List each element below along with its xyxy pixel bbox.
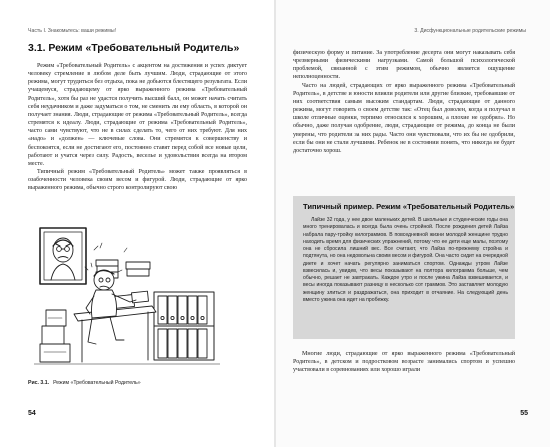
right-body-text: [293, 49, 515, 155]
left-paragraph-2: Типичный режим «Требовательный Родитель» может также проявляться в озабоченности человека своим весом и фигурой. Люди, страдающие от ярко выраженного режима, обычно строго контролируют свою: [28, 169, 247, 192]
caption-label: Рис. 3.1.: [28, 380, 50, 386]
caption-text: Режим «Требовательный Родитель»: [53, 380, 141, 386]
figure-caption: [28, 380, 141, 386]
right-paragraph-2: Часто на людей, страдающих от ярко выраженного режима «Требовательный Родитель», в детстве и юности влияли родители или другие близкие, требовавшие от них соответствия самым высоким стандартам. Люди, страдающие от данного режима, могут говорить о своем детстве так: «Отец был доволен, когда я получал в школе отличные оценки, терпимо относился к хорошим, а плохие не одобрял». Но обычно, даже получая одобрение, люди, страдающие от режима, до конца не были уверены, что родители за них рады. Часто они чувствовали, что их бы не одобрили, если бы они не стали лучшими. Ребенок не в состоянии понять, что никогда не будет достаточно хорош.: [293, 82, 515, 154]
page-number-right: 55: [520, 410, 528, 417]
book-gutter: [274, 0, 276, 447]
framed-portrait-image: [40, 228, 86, 284]
storage-boxes-image: [40, 310, 70, 362]
binder-shelf-image: [154, 292, 214, 360]
example-box-text: [303, 217, 508, 304]
running-head-left: Часть I. Знакомьтесь: ваши режимы!: [28, 28, 117, 34]
right-paragraph-3: Многие люди, страдающие от ярко выраженного режима «Требовательный Родитель», в детском и подростковом возрасте занимались спортом и успешно участвовали в соревнованиях или хорошо играли: [293, 351, 515, 374]
left-body-text: [28, 62, 247, 193]
illustration-demanding-parent: [34, 222, 220, 370]
right-body-text-continued: [293, 350, 515, 374]
example-box: [293, 196, 515, 339]
right-page: [275, 0, 550, 447]
left-paragraph-1: Режим «Требовательный Родитель» с акцентом на достижения и успех диктует человеку стремление в любом деле быть лучшим. Люди, страдающие от этого режима, могут трудиться без отдыха, пока не добьются блестящего результата. Если учащемуся, страдающему от ярко выраженного режима «Требовательный Родитель», хотя бы раз не удастся получить высший балл, он может начать считать себя неудачником и даже задуматься о том, не сменить ли ему область, в которой он получает знания. Люди, страдающие от режима «Требовательный Родитель», всегда стремятся к идеалу. Люди, страдающие от режима «Требовательный Родитель», часто сами чувствуют, что не в силах сделать то, чего от них требуют. Для них «надо» и «должен» — ключевые слова. Они стремятся к совершенству и беспокоятся, если не достигают его, постоянно ставят перед собой все новые цели, работают и учатся через силу. Радость, веселье и удовольствия всегда на втором месте.: [28, 63, 247, 167]
example-paragraph: Лайзе 32 года, у нее двое маленьких детей. В школьные и студенческие годы она много тренировалась и всегда была очень стройной. После рождения детей Лайза набрала пару-тройку килограммов. В повседневной жизни молодой женщине трудно находить время для физических упражнений, потому что ее дети еще малы, поэтому она не сбросила лишний вес. Все считают, что Лайза по-прежнему стройна и подтянута, но она недовольна своим весом и фигурой. Она часто сидит на очередной диете и хочет начать регулярно заниматься спортом. Однажды утром Лайзе взвесилась и, увидев, что весы показывают на полтора килограмма больше, чем обычно, решает не завтракать. Каждое утро и после ужина Лайза взвешивается, и весы иногда показывают разницу в несколько сот граммов. Это заставляет молодую женщину злиться и раздражаться, она приходит в отчаяние. На следующий день вместо ужина она идет на пробежку.: [303, 217, 508, 303]
example-box-title: Типичный пример. Режим «Требовательный Родитель»: [303, 202, 515, 211]
section-title: 3.1. Режим «Требовательный Родитель»: [28, 42, 240, 54]
running-head-right: 3. Дисфункциональные родительские режимы: [414, 28, 526, 34]
page-number-left: 54: [28, 410, 36, 417]
right-paragraph-1: физическую форму и питание. За употребление десерта они могут наказывать себя чрезмерными физическими нагрузками. Самой большой психологической проблемой, связанной с этим режимом, обычно является ощущение неполноценности.: [293, 50, 515, 81]
